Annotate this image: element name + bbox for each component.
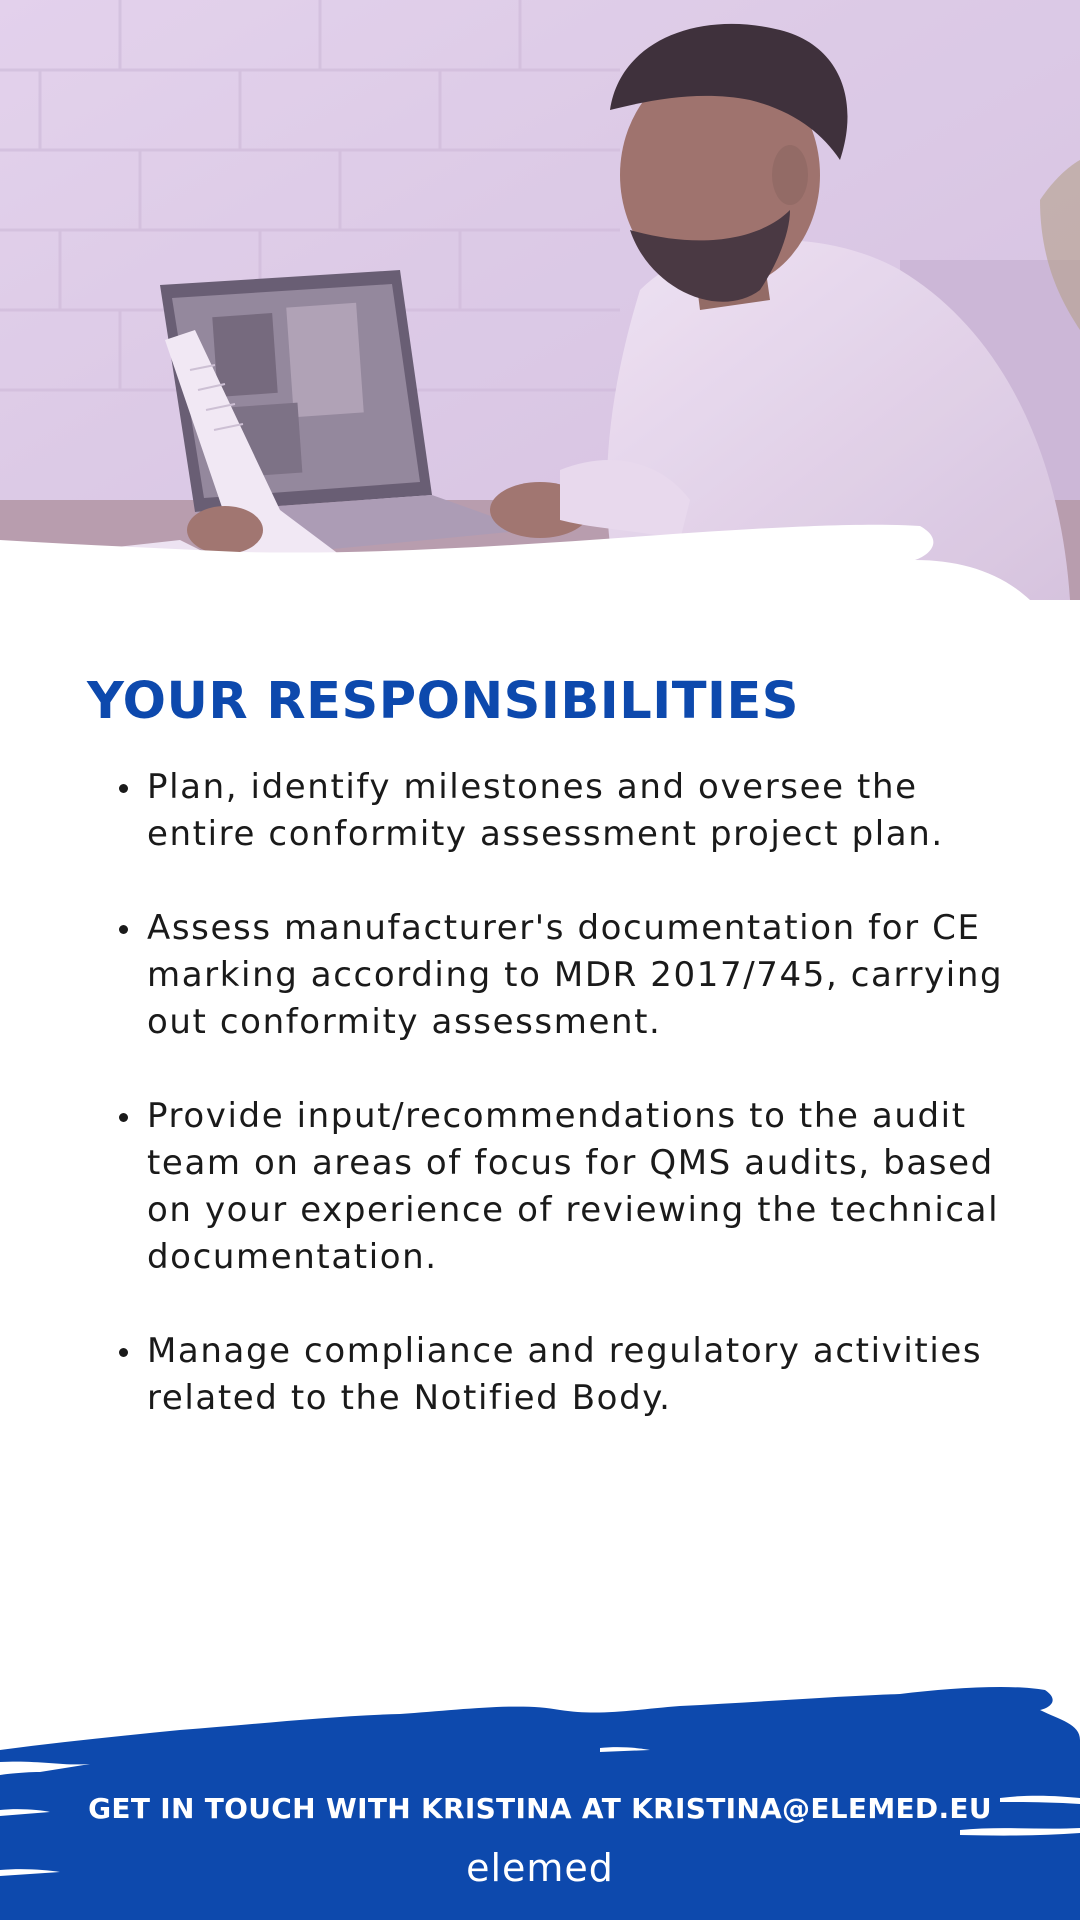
bullet-icon bbox=[119, 1348, 128, 1357]
bullet-icon bbox=[119, 925, 128, 934]
responsibilities-list bbox=[0, 764, 1080, 1469]
list-item-text: Provide input/recommendations to the audit team on areas of focus for QMS audits, based on your experience of reviewing the technical documentation. bbox=[147, 1096, 1000, 1277]
list-item-text: Manage compliance and regulatory activities related to the Notified Body. bbox=[147, 1331, 983, 1418]
bullet-icon bbox=[119, 1113, 128, 1122]
elemed-logo: elemed bbox=[466, 1846, 614, 1890]
list-item bbox=[0, 1328, 1080, 1422]
list-item-text: Assess manufacturer's documentation for CE marking according to MDR 2017/745, carrying out conformity assessment. bbox=[147, 908, 1004, 1042]
contact-cta[interactable]: GET IN TOUCH WITH KRISTINA AT KRISTINA@ELEMED.EU bbox=[88, 1792, 992, 1825]
list-item bbox=[0, 764, 1080, 858]
list-item bbox=[0, 905, 1080, 1046]
page-title: YOUR RESPONSIBILITIES bbox=[87, 672, 800, 731]
bullet-icon bbox=[119, 784, 128, 793]
list-item bbox=[0, 1093, 1080, 1281]
man-with-laptop-photo-icon bbox=[0, 0, 1080, 600]
list-item-text: Plan, identify milestones and oversee the entire conformity assessment project plan. bbox=[147, 767, 944, 854]
header-photo bbox=[0, 0, 1080, 600]
